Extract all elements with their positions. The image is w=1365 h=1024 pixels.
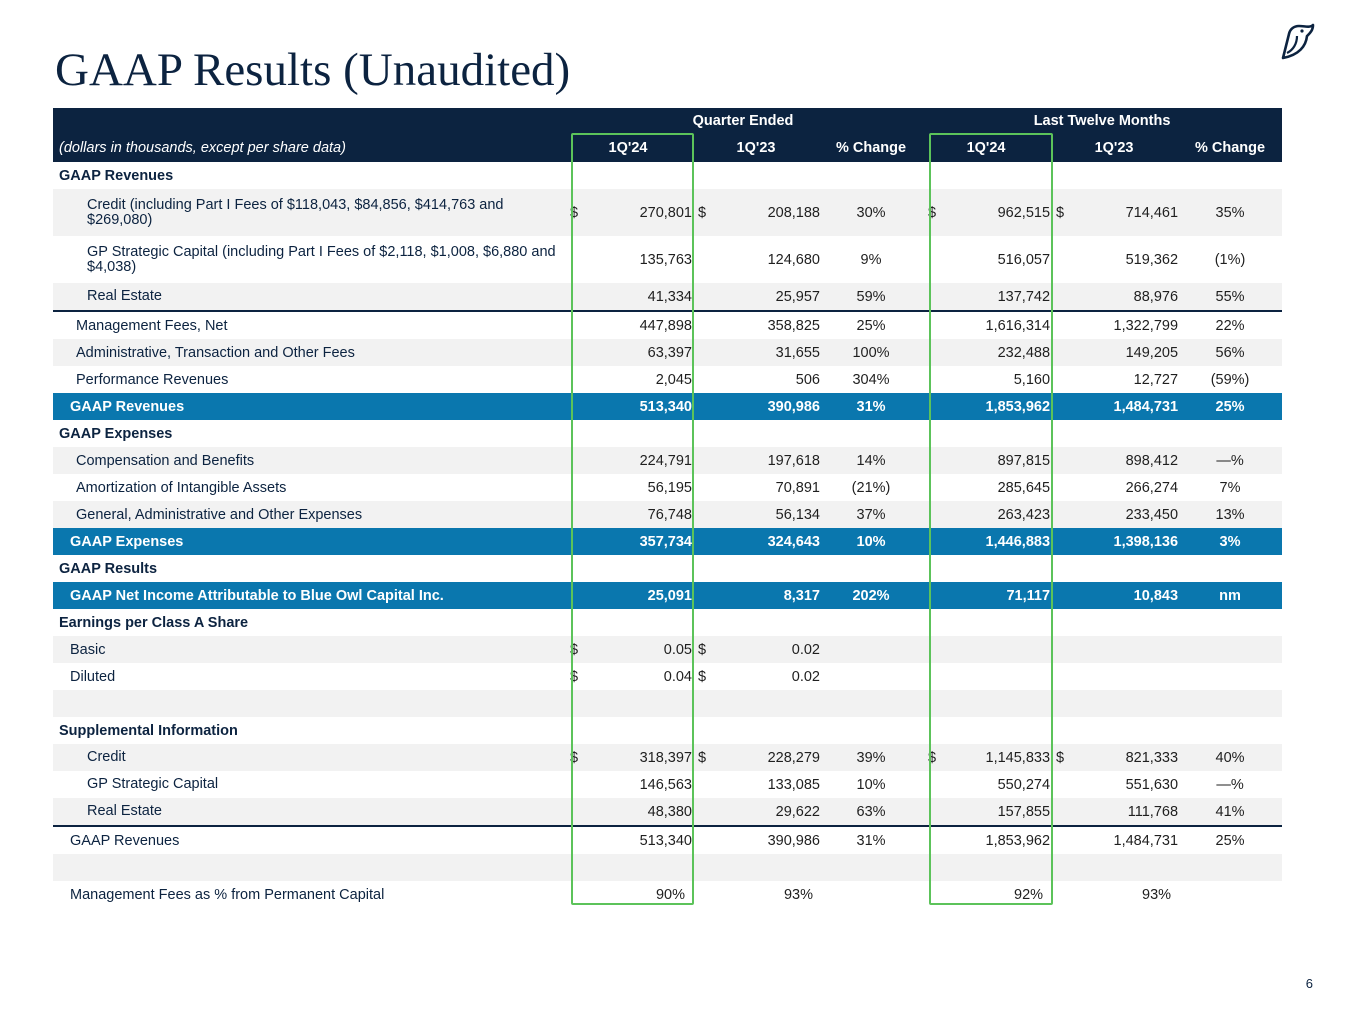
total-row: GAAP Net Income Attributable to Blue Owl Capital Inc. 25,091 8,317 202% 71,117 10,843 nm [53,582,1282,609]
header-columns-row [53,134,1282,162]
spacer-row [53,854,1282,881]
table-row: Real Estate 48,380 29,622 63% 157,855 111,768 41% [53,798,1282,827]
page-number: 6 [1305,976,1313,991]
total-row: GAAP Revenues 513,340 390,986 31% 1,853,962 1,484,731 25% [53,393,1282,420]
ltm-header: Last Twelve Months [922,108,1282,134]
table-row: Credit (including Part I Fees of $118,043, $84,856, $414,763 and $269,080) $ 270,801 $ 208,188 30% $ 962,515 $ 714,461 35% [53,189,1282,236]
table-row: Real Estate 41,334 25,957 59% 137,742 88,976 55% [53,283,1282,312]
spacer-row [53,690,1282,717]
table-row: GP Strategic Capital (including Part I Fees of $2,118, $1,008, $6,880 and $4,038) 135,763 124,680 9% 516,057 519,362 (1%) [87,243,1246,275]
table-row: Administrative, Transaction and Other Fees 63,397 31,655 100% 232,488 149,205 56% [53,339,1282,366]
table-row: GAAP Revenues 513,340 390,986 31% 1,853,962 1,484,731 25% [70,832,1245,849]
col-ltm-change: % Change [1178,134,1282,162]
col-q-1q23: 1Q'23 [692,134,820,162]
header-group-row [53,108,1282,134]
table-row: Diluted $ 0.04 $ 0.02 [70,668,820,685]
col-q-change: % Change [820,134,922,162]
section-row: GAAP Expenses [59,425,173,442]
units-note: (dollars in thousands, except per share data) [53,134,564,162]
section-row: Earnings per Class A Share [59,614,249,631]
table-row: Management Fees, Net 447,898 358,825 25% 1,616,314 1,322,799 22% [76,317,1245,334]
table-row: GP Strategic Capital 146,563 133,085 10% 550,274 551,630 —% [87,776,1244,793]
table-row: Management Fees as % from Permanent Capital 90% 93% 92% 93% [70,886,1172,903]
table-row: General, Administrative and Other Expenses 76,748 56,134 37% 263,423 233,450 13% [53,501,1282,528]
section-row: Supplemental Information [59,722,238,739]
col-q-1q24: 1Q'24 [564,134,692,162]
owl-logo-icon [1275,20,1317,64]
page-title: GAAP Results (Unaudited) [55,44,571,96]
table-row: Compensation and Benefits 224,791 197,618 14% 897,815 898,412 —% [53,447,1282,474]
table-row: Basic $ 0.05 $ 0.02 [53,636,1282,663]
col-ltm-1q24: 1Q'24 [922,134,1050,162]
gaap-results-table [53,108,1282,908]
quarter-ended-header: Quarter Ended [564,108,922,134]
total-row: GAAP Expenses 357,734 324,643 10% 1,446,883 1,398,136 3% [53,528,1282,555]
table-row: Credit $ 318,397 $ 228,279 39% $ 1,145,833 $ 821,333 40% [53,744,1282,771]
col-ltm-1q23: 1Q'23 [1050,134,1178,162]
section-row: GAAP Results [59,560,158,577]
table-row: Amortization of Intangible Assets 56,195 70,891 (21%) 285,645 266,274 7% [76,479,1241,496]
table-row: Performance Revenues 2,045 506 304% 5,160 12,727 (59%) [76,371,1250,388]
section-row: GAAP Revenues [59,167,174,184]
